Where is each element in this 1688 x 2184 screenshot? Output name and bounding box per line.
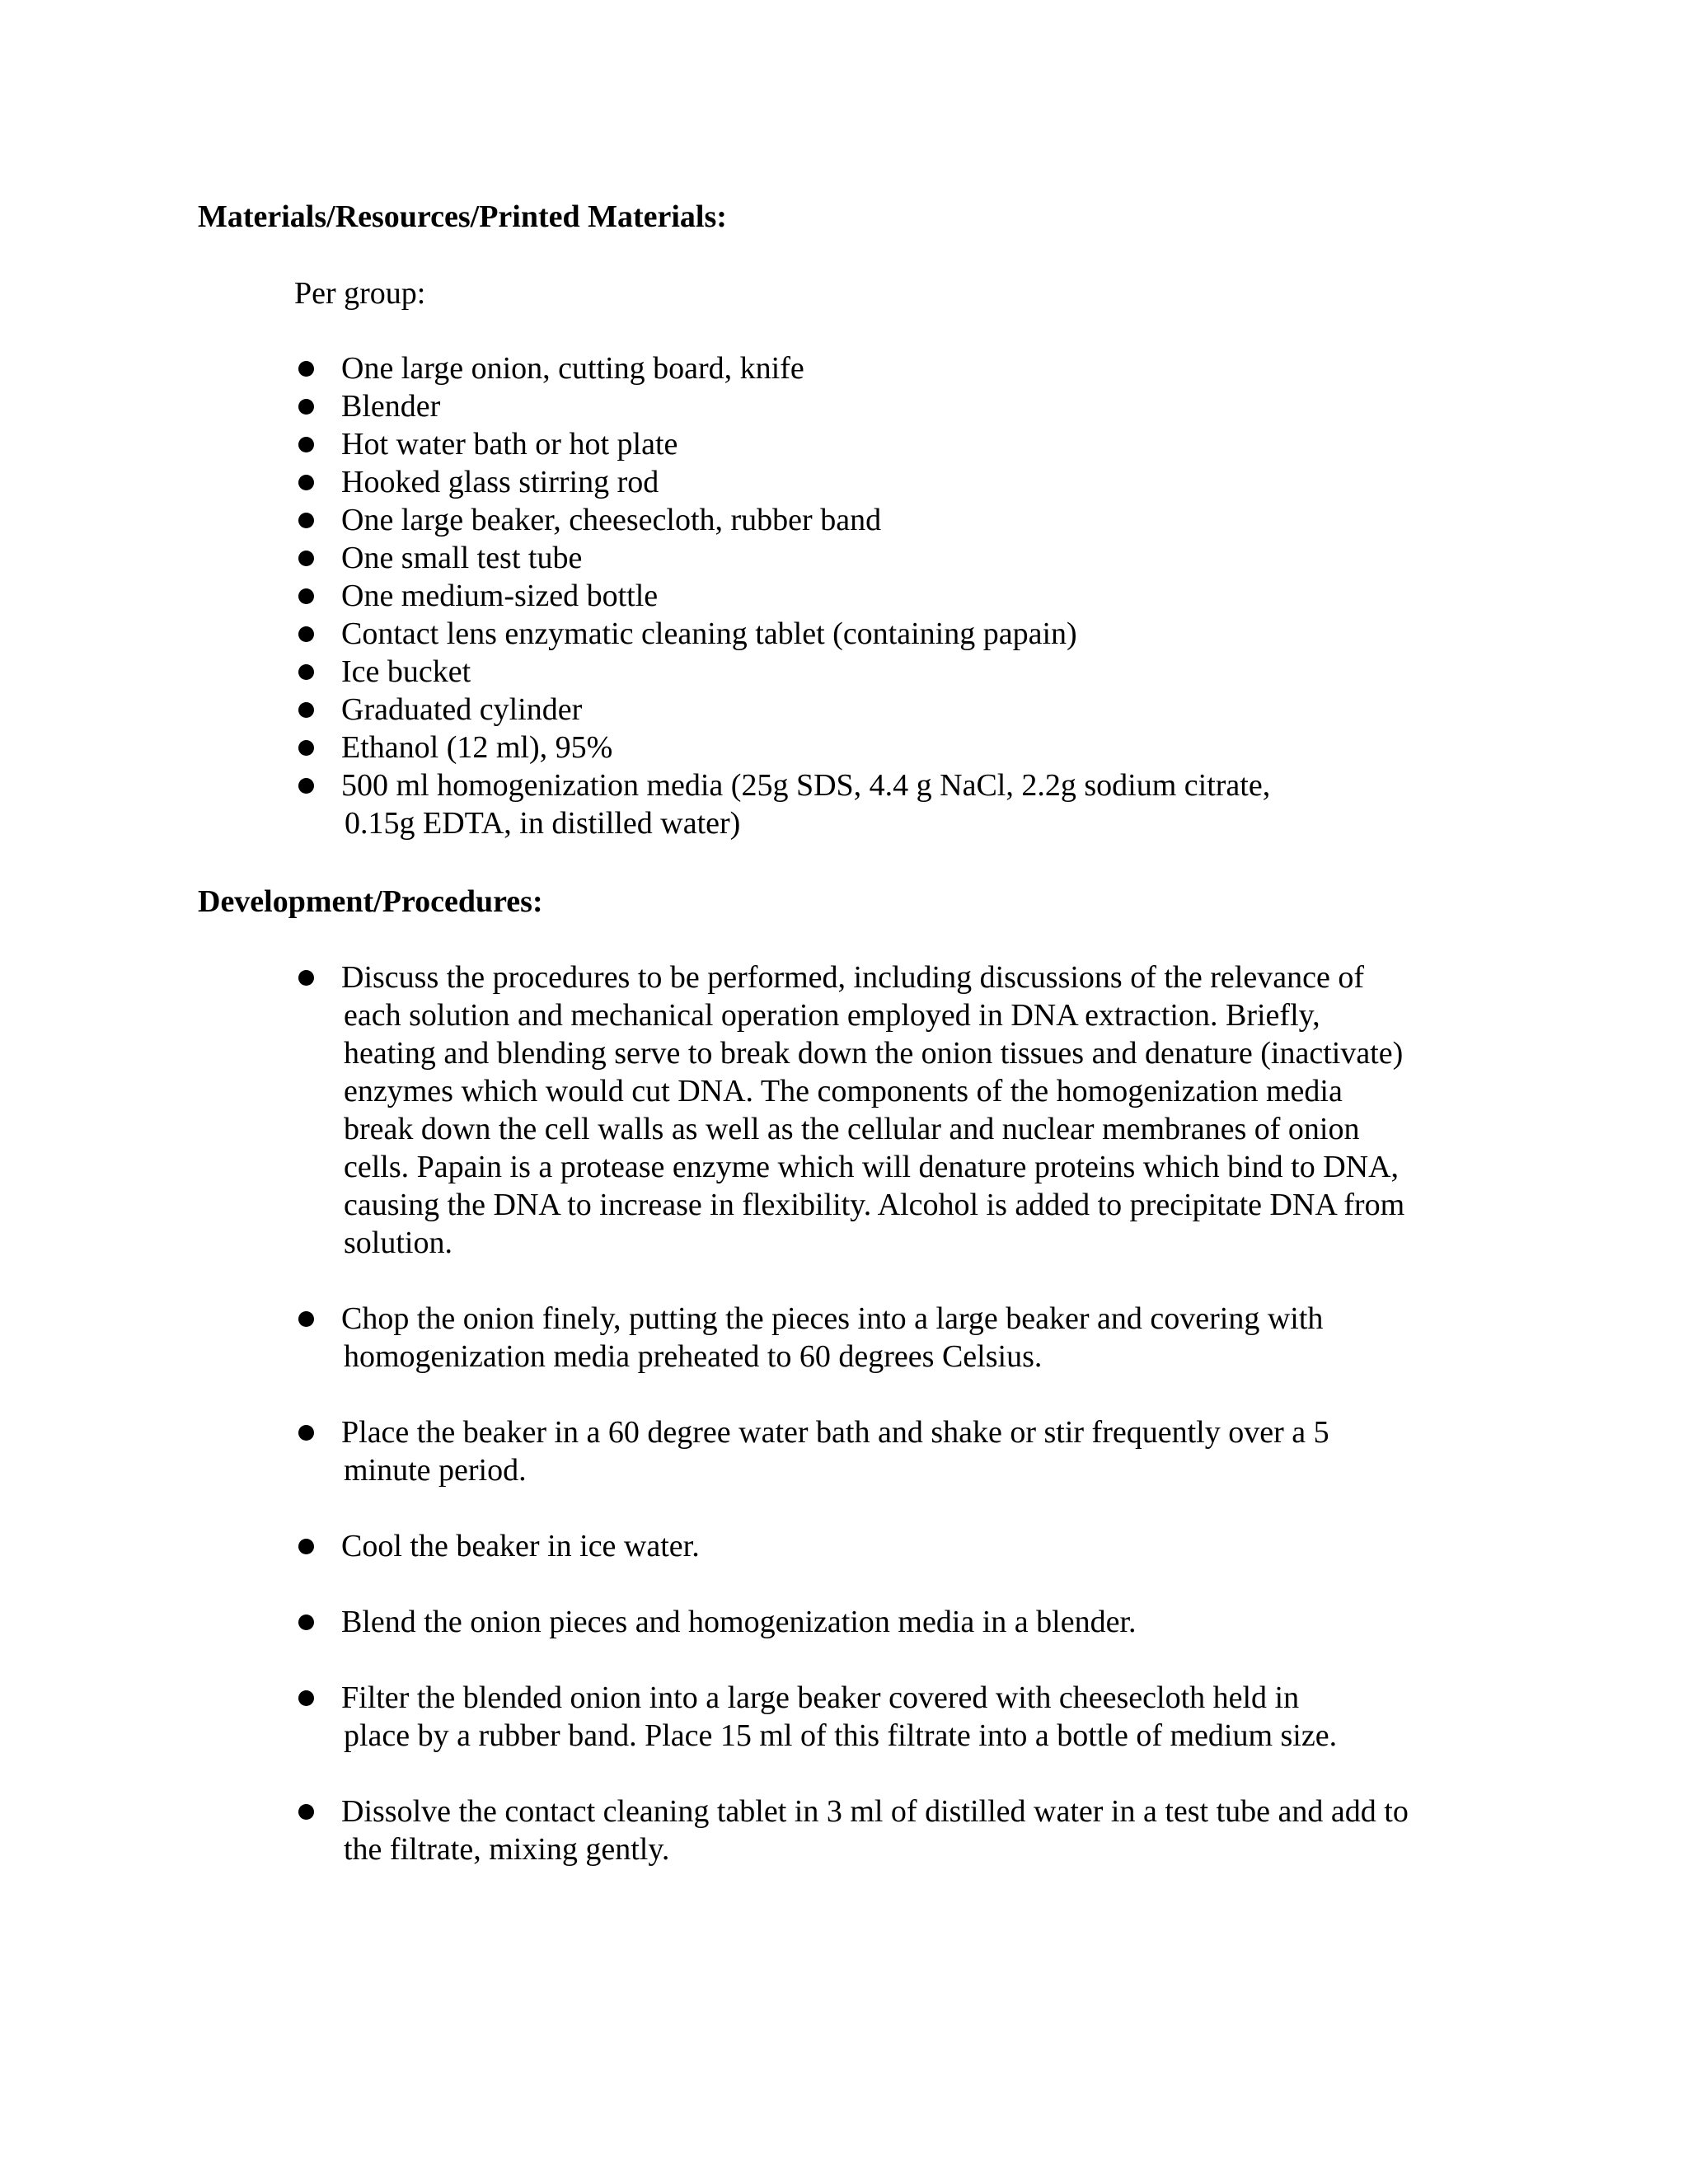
bullet-icon — [298, 475, 314, 490]
procedure-line: each solution and mechanical operation employed in DNA extraction. Briefly, — [344, 998, 1320, 1033]
procedure-line: Filter the blended onion into a large beaker covered with cheesecloth held in — [341, 1680, 1300, 1715]
procedure-line: Discuss the procedures to be performed, including discussions of the relevance of — [341, 960, 1364, 995]
procedure-line: Dissolve the contact cleaning tablet in 3 ml of distilled water in a test tube and add to — [341, 1794, 1409, 1829]
procedure-step — [0, 1413, 1495, 1489]
bullet-icon — [298, 626, 314, 642]
procedure-line: cells. Papain is a protease enzyme which will denature proteins which bind to DNA, — [344, 1150, 1400, 1184]
list-item — [0, 501, 1372, 539]
list-item-text: One large beaker, cheesecloth, rubber band — [341, 503, 882, 537]
bullet-icon — [298, 1615, 314, 1630]
procedure-line: the filtrate, mixing gently. — [344, 1832, 670, 1867]
list-item-text: Hot water bath or hot plate — [341, 427, 678, 462]
bullet-icon — [298, 664, 314, 680]
bullet-icon — [298, 437, 314, 452]
bullet-icon — [298, 399, 314, 415]
procedure-line: solution. — [344, 1226, 452, 1260]
procedure-step — [0, 1527, 1495, 1565]
list-item-text: One small test tube — [341, 541, 583, 575]
bullet-icon — [298, 551, 314, 566]
bullet-icon — [298, 1690, 314, 1706]
list-item-text: Hooked glass stirring rod — [341, 465, 659, 499]
list-item — [0, 387, 1372, 425]
procedure-line: break down the cell walls as well as the cellular and nuclear membranes of onion — [344, 1112, 1360, 1146]
bullet-icon — [298, 778, 314, 794]
list-item — [0, 425, 1372, 463]
bullet-icon — [298, 361, 314, 377]
list-item — [0, 539, 1372, 577]
list-item — [0, 691, 1372, 729]
bullet-icon — [298, 1804, 314, 1820]
bullet-icon — [298, 1311, 314, 1327]
procedure-line: enzymes which would cut DNA. The components of the homogenization media — [344, 1074, 1343, 1108]
list-item-text: One medium-sized bottle — [341, 579, 659, 613]
list-item-text: Blender — [341, 389, 441, 424]
procedure-step — [0, 1679, 1495, 1755]
materials-heading: Materials/Resources/Printed Materials: — [198, 199, 727, 234]
procedure-line: causing the DNA to increase in flexibility. Alcohol is added to precipitate DNA from — [344, 1188, 1405, 1222]
bullet-icon — [298, 1425, 314, 1441]
procedure-line: Place the beaker in a 60 degree water bath and shake or stir frequently over a 5 — [341, 1415, 1329, 1450]
list-item-text-continuation: 0.15g EDTA, in distilled water) — [345, 806, 741, 841]
list-item — [0, 766, 1372, 842]
procedure-step — [0, 1793, 1495, 1868]
list-item — [0, 577, 1372, 615]
bullet-icon — [298, 702, 314, 718]
list-item-text: One large onion, cutting board, knife — [341, 351, 804, 386]
procedure-line: homogenization media preheated to 60 degrees Celsius. — [344, 1339, 1043, 1374]
procedures-heading: Development/Procedures: — [198, 884, 543, 919]
bullet-icon — [298, 740, 314, 756]
list-item-text: Graduated cylinder — [341, 692, 583, 727]
bullet-icon — [298, 588, 314, 604]
procedure-line: Chop the onion finely, putting the pieces into a large beaker and covering with — [341, 1301, 1324, 1336]
list-item-text: Ethanol (12 ml), 95% — [341, 730, 613, 765]
list-item — [0, 729, 1372, 766]
procedure-line: place by a rubber band. Place 15 ml of this filtrate into a bottle of medium size. — [344, 1718, 1338, 1753]
bullet-icon — [298, 970, 314, 986]
procedure-step — [0, 1300, 1495, 1376]
materials-list — [0, 349, 1372, 842]
procedure-step — [0, 1603, 1495, 1641]
procedures-list — [0, 958, 1495, 1906]
list-item — [0, 463, 1372, 501]
per-group-label: Per group: — [294, 276, 426, 311]
procedure-line: heating and blending serve to break down the onion tissues and denature (inactivate) — [344, 1036, 1404, 1071]
list-item — [0, 615, 1372, 653]
list-item-text: 500 ml homogenization media (25g SDS, 4.4 g NaCl, 2.2g sodium citrate, — [341, 768, 1271, 803]
procedure-step — [0, 958, 1495, 1262]
list-item — [0, 653, 1372, 691]
procedure-line: Cool the beaker in ice water. — [341, 1529, 700, 1563]
bullet-icon — [298, 513, 314, 528]
bullet-icon — [298, 1539, 314, 1554]
procedure-line: Blend the onion pieces and homogenization media in a blender. — [341, 1605, 1137, 1639]
list-item-text: Ice bucket — [341, 654, 471, 689]
list-item — [0, 349, 1372, 387]
list-item-text: Contact lens enzymatic cleaning tablet (containing papain) — [341, 616, 1077, 651]
procedure-line: minute period. — [344, 1453, 527, 1488]
